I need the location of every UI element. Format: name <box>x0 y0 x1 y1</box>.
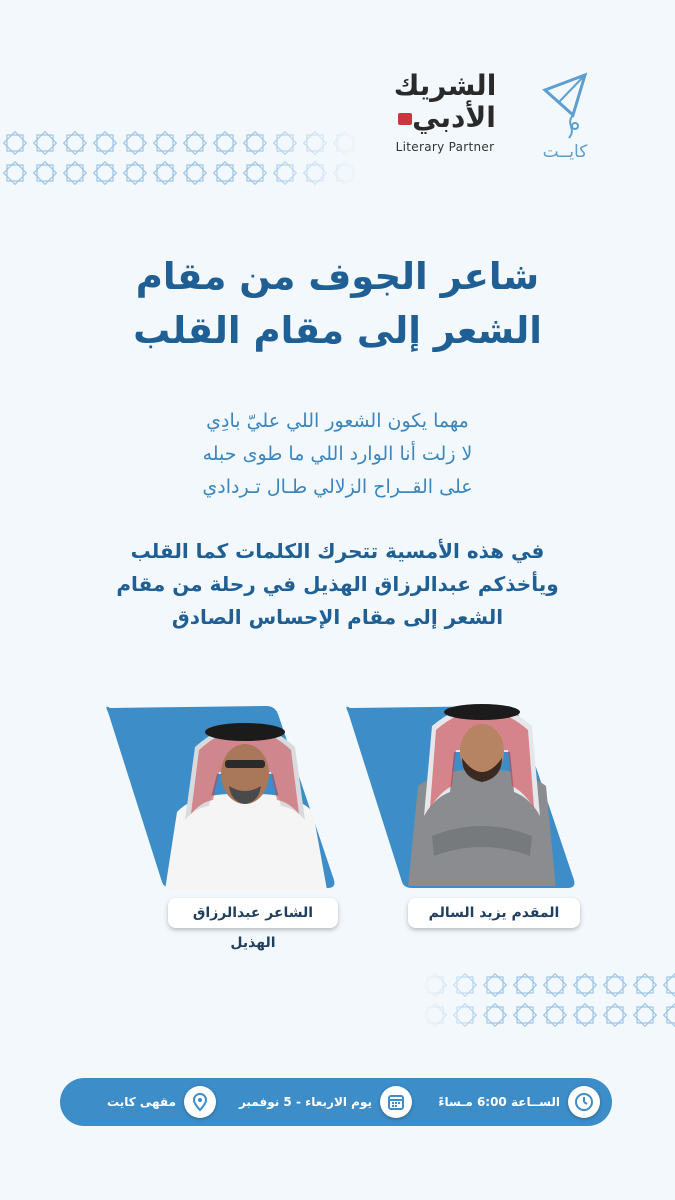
partner-english-label: Literary Partner <box>395 140 495 154</box>
event-title-line1: شاعر الجوف من مقام <box>135 255 540 298</box>
event-location <box>96 1084 216 1120</box>
poem-line1: مهما يكون الشعور اللي عليّ بادِي <box>206 410 469 432</box>
partner-title-line2 <box>380 102 510 134</box>
poet-photo <box>155 702 335 890</box>
event-time <box>430 1084 600 1120</box>
poem-line2: لا زلت أنا الوارد اللي ما طوى حبله <box>202 443 473 465</box>
poem-verses <box>60 405 615 504</box>
location-pin-icon <box>184 1086 216 1118</box>
event-date-text: يوم الاربعاء - 5 نوفمبر <box>238 1095 372 1109</box>
literary-partner-logo <box>380 70 510 154</box>
host-name-tag: المقدم يزيد السالم <box>408 898 580 928</box>
event-title-line2: الشعر إلى مقام القلب <box>133 309 542 352</box>
event-description <box>60 535 615 634</box>
host-card <box>340 700 600 890</box>
description-line3: الشعر إلى مقام الإحساس الصادق <box>171 605 504 629</box>
event-time-text: الســاعة 6:00 مـساءً <box>438 1095 560 1109</box>
description-line2: ويأخذكم عبدالرزاق الهذيل في رحلة من مقام <box>116 572 559 596</box>
poet-name-tag: الشاعر عبدالرزاق الهذيل <box>168 898 338 928</box>
description-line1: في هذه الأمسية تتحرك الكلمات كما القلب <box>130 539 545 563</box>
kite-brand-name: كايــت <box>542 142 588 162</box>
calendar-icon <box>380 1086 412 1118</box>
event-location-text: مقهى كايت <box>107 1095 176 1109</box>
poet-card <box>100 700 360 890</box>
partner-title-line1: الشريك <box>393 69 497 102</box>
kite-logo <box>520 70 610 170</box>
decorative-star-pattern-bottom <box>420 970 675 1032</box>
event-date <box>232 1084 412 1120</box>
poem-line3: على القــراح الزلالي طـال تـردادي <box>202 476 473 498</box>
book-icon <box>398 113 412 125</box>
clock-icon <box>568 1086 600 1118</box>
event-title <box>60 250 615 358</box>
decorative-star-pattern-top <box>0 128 360 188</box>
kite-logo-icon <box>535 70 595 140</box>
partner-title-word: الأدبي <box>412 101 496 134</box>
host-photo <box>402 686 562 886</box>
